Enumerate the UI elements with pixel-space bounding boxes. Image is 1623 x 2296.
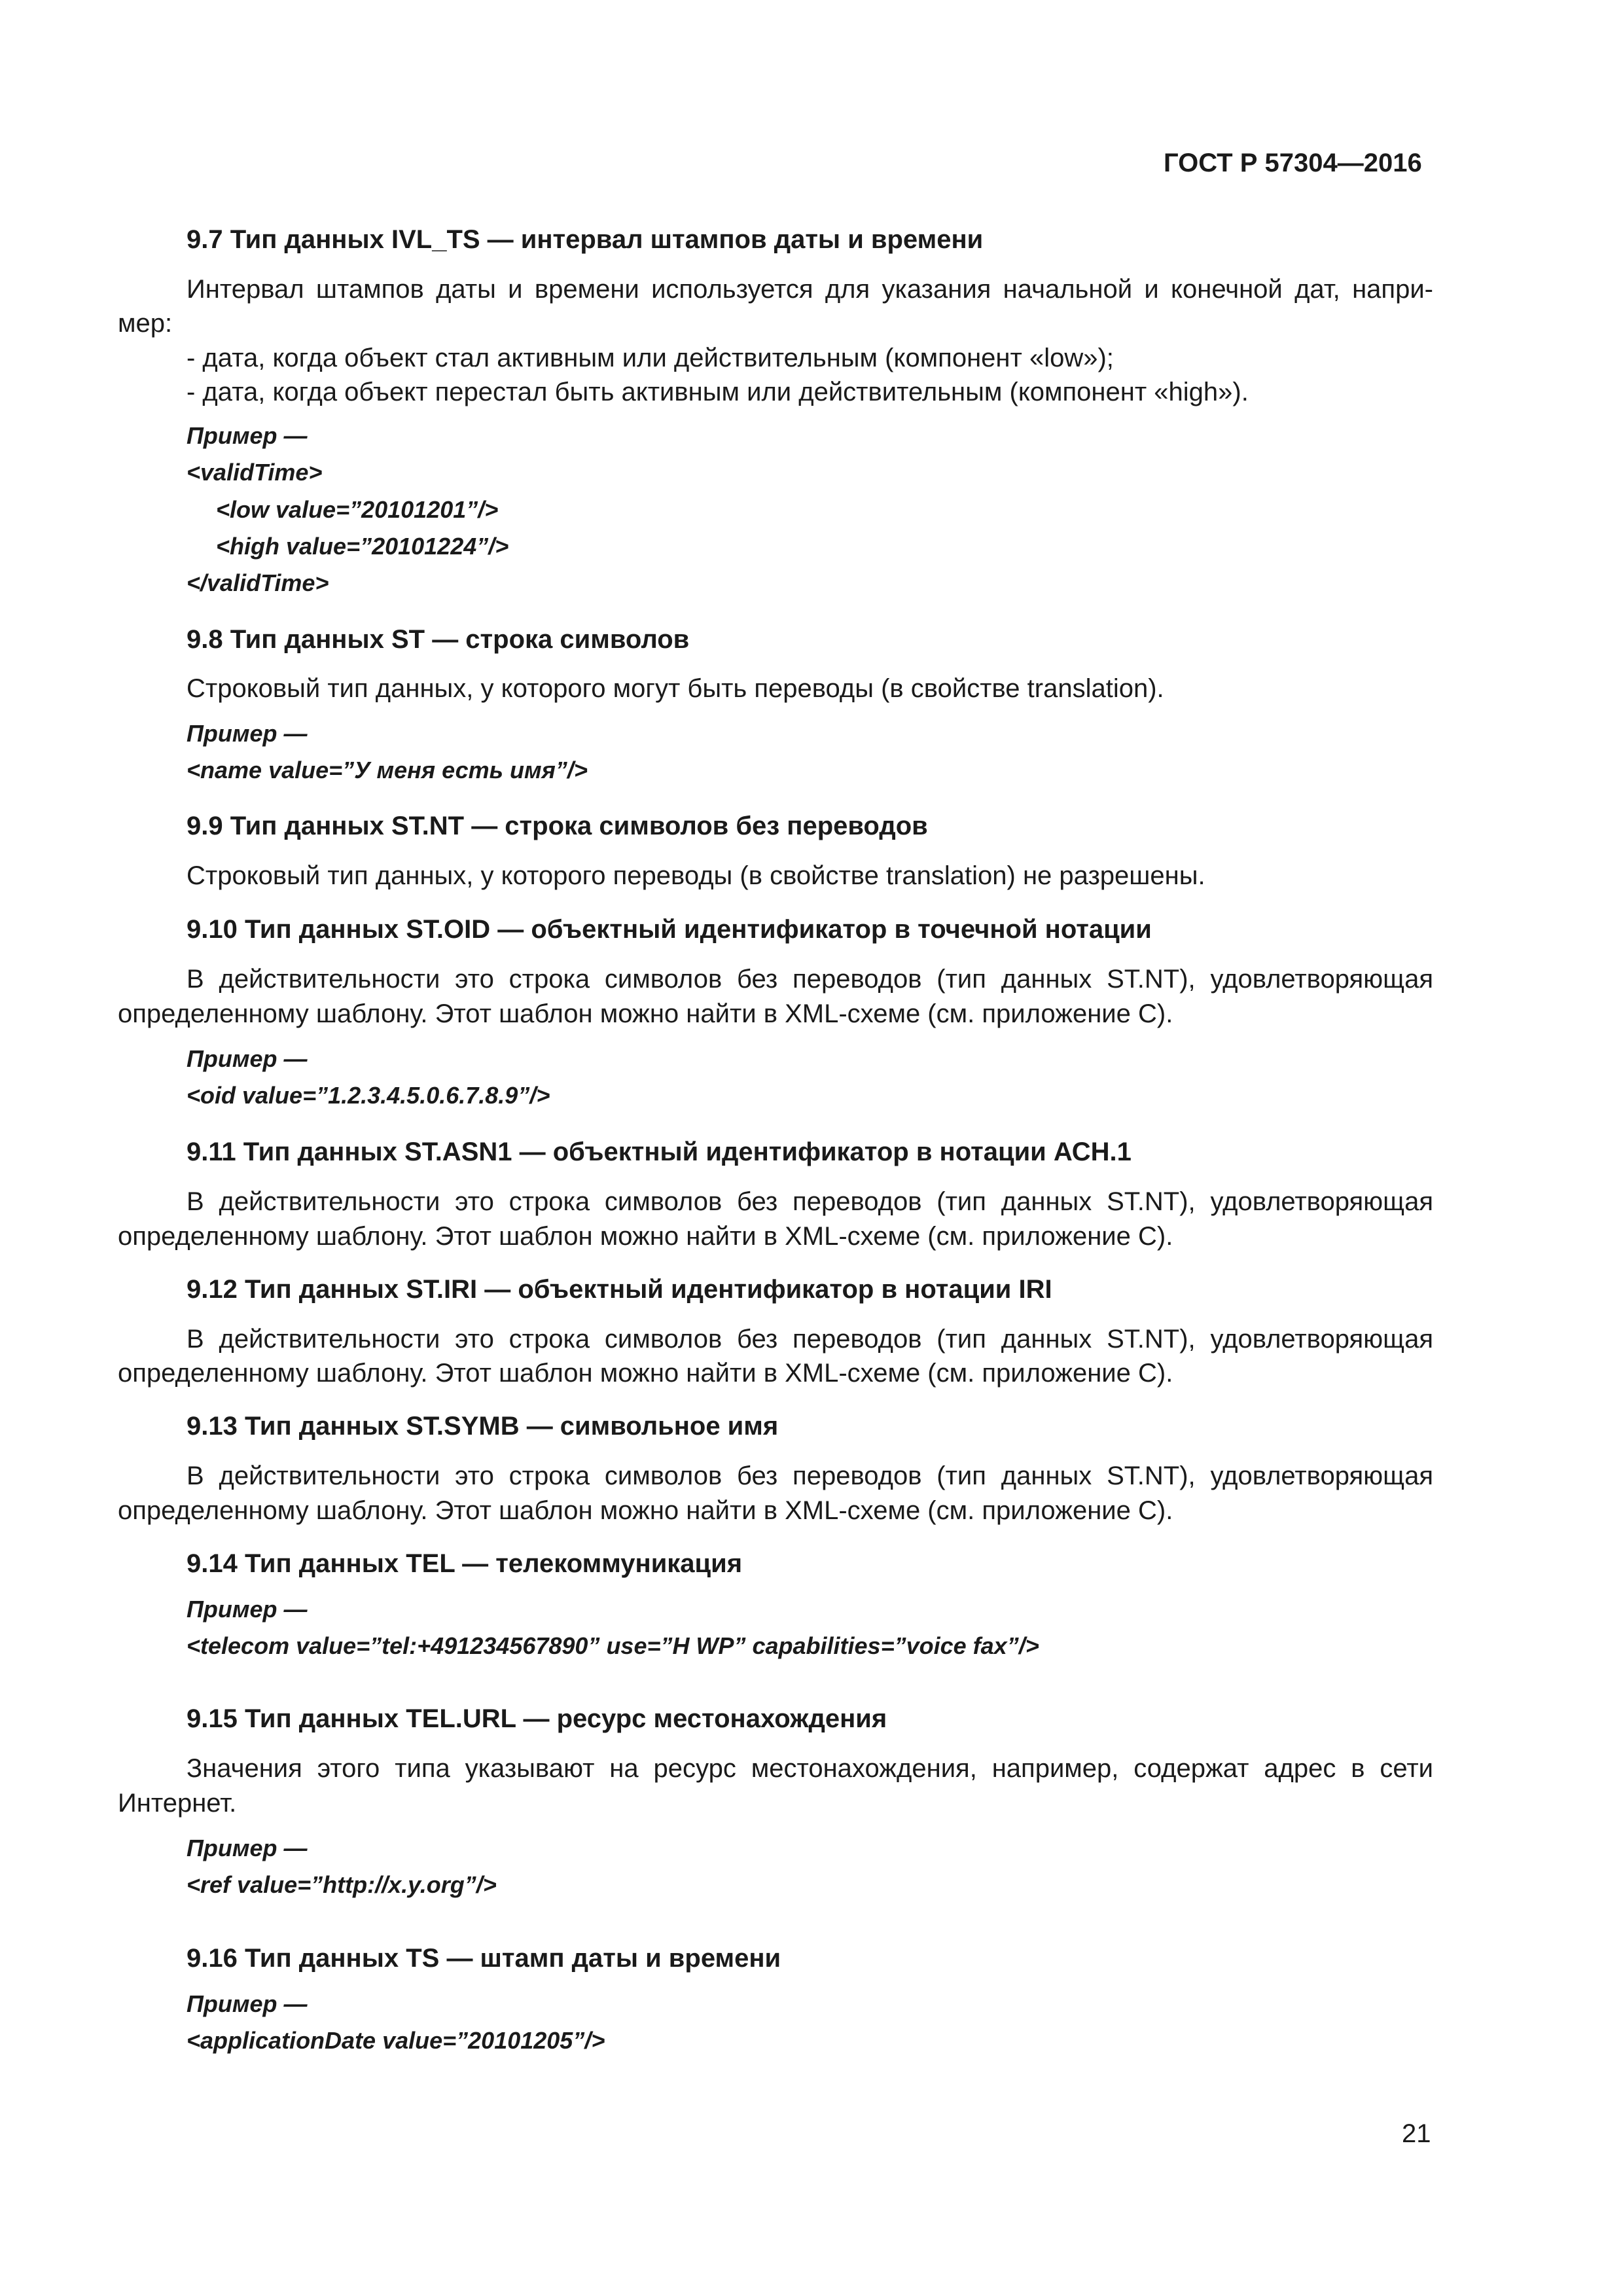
bullet-item: - дата, когда объект стал активным или действительным (компонент «low»); bbox=[187, 344, 1114, 372]
code-line: <telecom value=”tel:+491234567890” use=”H WP” capabilities=”voice fax”/> bbox=[187, 1632, 1039, 1659]
paragraph-9-11-line1: В действительности это строка символов без переводов (тип данных ST.NT), удовлетворяющая bbox=[187, 1187, 1433, 1216]
section-heading-9-7: 9.7 Тип данных IVL_TS — интервал штампов даты и времени bbox=[187, 225, 984, 254]
paragraph-9-15-line1: Значения этого типа указывают на ресурс местонахождения, например, содержат адрес в сети bbox=[187, 1754, 1433, 1783]
example-label: Пример — bbox=[187, 1990, 308, 2017]
code-line: </validTime> bbox=[187, 569, 329, 596]
paragraph-9-13-line1: В действительности это строка символов без переводов (тип данных ST.NT), удовлетворяющая bbox=[187, 1462, 1433, 1490]
paragraph-9-15-line2: Интернет. bbox=[118, 1789, 237, 1818]
section-heading-9-14: 9.14 Тип данных TEL — телекоммуникация bbox=[187, 1549, 743, 1578]
section-heading-9-13: 9.13 Тип данных ST.SYMB — символьное имя bbox=[187, 1412, 779, 1441]
paragraph-9-9: Строковый тип данных, у которого переводы (в свойстве translation) не разрешены. bbox=[187, 861, 1205, 890]
section-heading-9-8: 9.8 Тип данных ST — строка символов bbox=[187, 625, 690, 654]
paragraph-9-7-line2: мер: bbox=[118, 309, 173, 338]
code-line: <name value=”У меня есть имя”/> bbox=[187, 757, 588, 783]
code-line: <ref value=”http://x.y.org”/> bbox=[187, 1871, 497, 1898]
paragraph-9-12-line2: определенному шаблону. Этот шаблон можно найти в XML-схеме (см. приложение C). bbox=[118, 1359, 1173, 1388]
example-label: Пример — bbox=[187, 1045, 308, 1072]
section-heading-9-9: 9.9 Тип данных ST.NT — строка символов без переводов bbox=[187, 812, 928, 840]
paragraph-9-13-line2: определенному шаблону. Этот шаблон можно найти в XML-схеме (см. приложение C). bbox=[118, 1496, 1173, 1525]
code-line: <oid value=”1.2.3.4.5.0.6.7.8.9”/> bbox=[187, 1082, 550, 1109]
section-heading-9-10: 9.10 Тип данных ST.OID — объектный идентификатор в точечной нотации bbox=[187, 915, 1152, 944]
example-label: Пример — bbox=[187, 1835, 308, 1861]
paragraph-9-12-line1: В действительности это строка символов без переводов (тип данных ST.NT), удовлетворяющая bbox=[187, 1325, 1433, 1354]
example-label: Пример — bbox=[187, 422, 308, 449]
paragraph-9-8: Строковый тип данных, у которого могут быть переводы (в свойстве translation). bbox=[187, 674, 1164, 703]
paragraph-9-10-line1: В действительности это строка символов без переводов (тип данных ST.NT), удовлетворяющая bbox=[187, 965, 1433, 994]
paragraph-9-10-line2: определенному шаблону. Этот шаблон можно найти в XML-схеме (см. приложение C). bbox=[118, 999, 1173, 1028]
paragraph-9-7-line1: Интервал штампов даты и времени используется для указания начальной и конечной дат, напри- bbox=[187, 275, 1433, 304]
section-heading-9-16: 9.16 Тип данных TS — штамп даты и времени bbox=[187, 1944, 781, 1973]
standard-id: ГОСТ Р 57304—2016 bbox=[1164, 149, 1422, 177]
page-number: 21 bbox=[1402, 2119, 1431, 2148]
section-heading-9-12: 9.12 Тип данных ST.IRI — объектный идентификатор в нотации IRI bbox=[187, 1275, 1052, 1304]
bullet-item: - дата, когда объект перестал быть активным или действительным (компонент «high»). bbox=[187, 378, 1249, 406]
code-line: <validTime> bbox=[187, 459, 323, 486]
code-line: <high value=”20101224”/> bbox=[216, 533, 509, 560]
section-heading-9-11: 9.11 Тип данных ST.ASN1 — объектный идентификатор в нотации АСН.1 bbox=[187, 1138, 1132, 1166]
code-line: <applicationDate value=”20101205”/> bbox=[187, 2027, 605, 2054]
example-label: Пример — bbox=[187, 720, 308, 747]
example-label: Пример — bbox=[187, 1596, 308, 1623]
section-heading-9-15: 9.15 Тип данных TEL.URL — ресурс местонахождения bbox=[187, 1704, 887, 1733]
paragraph-9-11-line2: определенному шаблону. Этот шаблон можно найти в XML-схеме (см. приложение C). bbox=[118, 1222, 1173, 1251]
code-line: <low value=”20101201”/> bbox=[216, 496, 499, 523]
